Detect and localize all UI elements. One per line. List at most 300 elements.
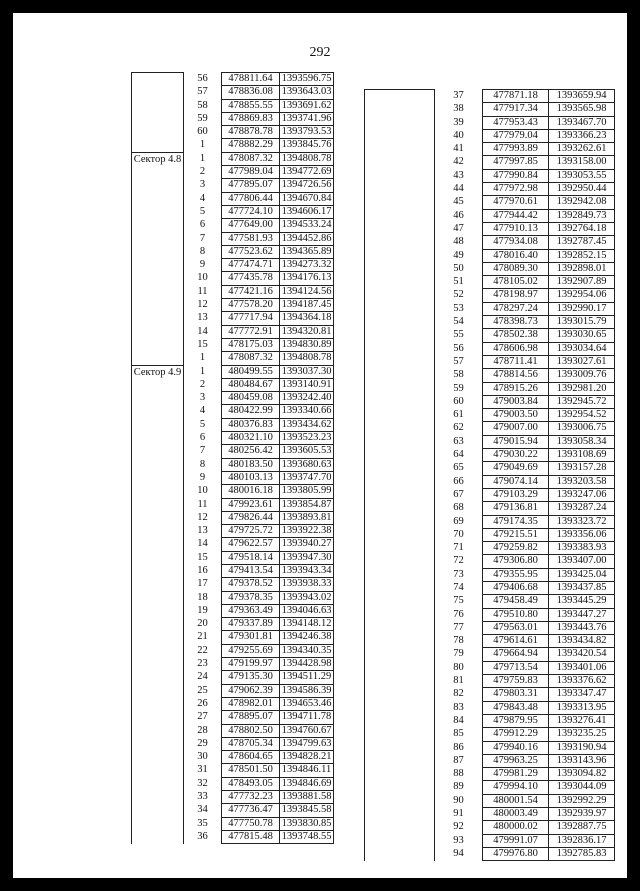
x-coordinate-cell: 479622.57 (222, 538, 280, 551)
x-coordinate-cell: 480103.13 (222, 471, 280, 484)
x-coordinate-cell: 479826.44 (222, 511, 280, 524)
point-number-cell: 87 (435, 754, 483, 767)
x-coordinate-cell: 479049.69 (483, 462, 549, 475)
x-coordinate-cell: 477649.00 (222, 219, 280, 232)
y-coordinate-cell: 1394320.81 (280, 325, 334, 338)
y-coordinate-cell: 1393034.64 (549, 342, 615, 355)
point-number-cell: 6 (184, 432, 222, 445)
x-coordinate-cell: 479725.72 (222, 525, 280, 538)
x-coordinate-cell: 479991.07 (483, 834, 549, 847)
x-coordinate-cell: 477724.10 (222, 205, 280, 218)
point-number-cell: 21 (184, 631, 222, 644)
point-number-cell: 73 (435, 568, 483, 581)
y-coordinate-cell: 1393203.58 (549, 475, 615, 488)
x-coordinate-cell: 477970.61 (483, 196, 549, 209)
x-coordinate-cell: 479912.29 (483, 728, 549, 741)
x-coordinate-cell: 479923.61 (222, 498, 280, 511)
point-number-cell: 86 (435, 741, 483, 754)
y-coordinate-cell: 1392981.20 (549, 382, 615, 395)
point-number-cell: 51 (435, 276, 483, 289)
x-coordinate-cell: 479015.94 (483, 435, 549, 448)
y-coordinate-cell: 1393434.82 (549, 635, 615, 648)
y-coordinate-cell: 1394176.13 (280, 272, 334, 285)
y-coordinate-cell: 1393445.29 (549, 595, 615, 608)
point-number-cell: 74 (435, 581, 483, 594)
point-number-cell: 69 (435, 515, 483, 528)
y-coordinate-cell: 1392992.29 (549, 794, 615, 807)
y-coordinate-cell: 1393643.03 (280, 86, 334, 99)
y-coordinate-cell: 1393009.76 (549, 369, 615, 382)
y-coordinate-cell: 1394187.45 (280, 299, 334, 312)
y-coordinate-cell: 1392939.97 (549, 808, 615, 821)
y-coordinate-cell: 1393053.55 (549, 169, 615, 182)
y-coordinate-cell: 1393425.04 (549, 568, 615, 581)
y-coordinate-cell: 1393881.58 (280, 791, 334, 804)
point-number-cell: 10 (184, 272, 222, 285)
sector-cell (132, 73, 184, 153)
point-number-cell: 57 (435, 355, 483, 368)
point-number-cell: 1 (184, 352, 222, 365)
x-coordinate-cell: 477578.20 (222, 299, 280, 312)
point-number-cell: 79 (435, 648, 483, 661)
x-coordinate-cell: 478814.56 (483, 369, 549, 382)
x-coordinate-cell: 479406.68 (483, 581, 549, 594)
point-number-cell: 67 (435, 488, 483, 501)
x-coordinate-cell: 480376.83 (222, 418, 280, 431)
y-coordinate-cell: 1393158.00 (549, 156, 615, 169)
x-coordinate-cell: 480183.50 (222, 458, 280, 471)
point-number-cell: 32 (184, 777, 222, 790)
y-coordinate-cell: 1393247.06 (549, 488, 615, 501)
y-coordinate-cell: 1392942.08 (549, 196, 615, 209)
y-coordinate-cell: 1393793.53 (280, 126, 334, 139)
sector-label (365, 90, 434, 91)
y-coordinate-cell: 1392785.83 (549, 847, 615, 860)
x-coordinate-cell: 477989.04 (222, 166, 280, 179)
y-coordinate-cell: 1393523.23 (280, 432, 334, 445)
point-number-cell: 7 (184, 445, 222, 458)
x-coordinate-cell: 480016.18 (222, 485, 280, 498)
y-coordinate-cell: 1393262.61 (549, 143, 615, 156)
y-coordinate-cell: 1393323.72 (549, 515, 615, 528)
sector-cell (132, 365, 184, 844)
point-number-cell: 27 (184, 711, 222, 724)
point-number-cell: 57 (184, 86, 222, 99)
x-coordinate-cell: 477917.34 (483, 103, 549, 116)
x-coordinate-cell: 477972.98 (483, 183, 549, 196)
x-coordinate-cell: 477581.93 (222, 232, 280, 245)
point-number-cell: 44 (435, 183, 483, 196)
point-number-cell: 58 (184, 99, 222, 112)
x-coordinate-cell: 480422.99 (222, 405, 280, 418)
point-number-cell: 48 (435, 236, 483, 249)
y-coordinate-cell: 1394760.67 (280, 724, 334, 737)
point-number-cell: 45 (435, 196, 483, 209)
point-number-cell: 38 (435, 103, 483, 116)
y-coordinate-cell: 1393376.62 (549, 675, 615, 688)
point-number-cell: 35 (184, 817, 222, 830)
x-coordinate-cell: 479981.29 (483, 768, 549, 781)
x-coordinate-cell: 479879.95 (483, 714, 549, 727)
y-coordinate-cell: 1394586.39 (280, 684, 334, 697)
point-number-cell: 53 (435, 302, 483, 315)
y-coordinate-cell: 1393356.06 (549, 528, 615, 541)
point-number-cell: 36 (184, 830, 222, 843)
point-number-cell: 60 (435, 395, 483, 408)
point-number-cell: 58 (435, 369, 483, 382)
x-coordinate-cell: 479337.89 (222, 618, 280, 631)
point-number-cell: 28 (184, 724, 222, 737)
x-coordinate-cell: 478175.03 (222, 338, 280, 351)
x-coordinate-cell: 479963.25 (483, 754, 549, 767)
point-number-cell: 59 (184, 112, 222, 125)
y-coordinate-cell: 1393027.61 (549, 355, 615, 368)
point-number-cell: 66 (435, 475, 483, 488)
x-coordinate-cell: 479135.30 (222, 671, 280, 684)
y-coordinate-cell: 1394124.56 (280, 285, 334, 298)
y-coordinate-cell: 1393947.30 (280, 551, 334, 564)
y-coordinate-cell: 1393437.85 (549, 581, 615, 594)
point-number-cell: 12 (184, 299, 222, 312)
y-coordinate-cell: 1393276.41 (549, 714, 615, 727)
point-number-cell: 25 (184, 684, 222, 697)
point-number-cell: 42 (435, 156, 483, 169)
x-coordinate-cell: 477934.08 (483, 236, 549, 249)
coordinates-table-right-body (365, 90, 615, 861)
point-number-cell: 62 (435, 422, 483, 435)
point-number-cell: 88 (435, 768, 483, 781)
y-coordinate-cell: 1394046.63 (280, 604, 334, 617)
point-number-cell: 4 (184, 405, 222, 418)
y-coordinate-cell: 1394799.63 (280, 737, 334, 750)
x-coordinate-cell: 478869.83 (222, 112, 280, 125)
point-number-cell: 93 (435, 834, 483, 847)
y-coordinate-cell: 1393366.23 (549, 129, 615, 142)
y-coordinate-cell: 1393596.75 (280, 73, 334, 86)
y-coordinate-cell: 1393006.75 (549, 422, 615, 435)
point-number-cell: 47 (435, 222, 483, 235)
x-coordinate-cell: 478982.01 (222, 697, 280, 710)
point-number-cell: 65 (435, 462, 483, 475)
x-coordinate-cell: 478705.34 (222, 737, 280, 750)
y-coordinate-cell: 1394846.69 (280, 777, 334, 790)
y-coordinate-cell: 1394606.17 (280, 205, 334, 218)
point-number-cell: 60 (184, 126, 222, 139)
y-coordinate-cell: 1393605.53 (280, 445, 334, 458)
point-number-cell: 54 (435, 316, 483, 329)
point-number-cell: 59 (435, 382, 483, 395)
x-coordinate-cell: 479614.61 (483, 635, 549, 648)
x-coordinate-cell: 479413.54 (222, 564, 280, 577)
x-coordinate-cell: 478895.07 (222, 711, 280, 724)
x-coordinate-cell: 478604.65 (222, 751, 280, 764)
y-coordinate-cell: 1393680.63 (280, 458, 334, 471)
x-coordinate-cell: 479378.52 (222, 578, 280, 591)
y-coordinate-cell: 1393565.98 (549, 103, 615, 116)
y-coordinate-cell: 1392849.73 (549, 209, 615, 222)
y-coordinate-cell: 1394533.24 (280, 219, 334, 232)
point-number-cell: 8 (184, 458, 222, 471)
table-row (132, 73, 334, 86)
x-coordinate-cell: 479030.22 (483, 449, 549, 462)
point-number-cell: 6 (184, 219, 222, 232)
point-number-cell: 5 (184, 205, 222, 218)
x-coordinate-cell: 479255.69 (222, 644, 280, 657)
point-number-cell: 72 (435, 555, 483, 568)
point-number-cell: 34 (184, 804, 222, 817)
point-number-cell: 16 (184, 564, 222, 577)
y-coordinate-cell: 1392852.15 (549, 249, 615, 262)
point-number-cell: 17 (184, 578, 222, 591)
x-coordinate-cell: 479103.29 (483, 488, 549, 501)
table-row (365, 90, 615, 103)
point-number-cell: 56 (435, 342, 483, 355)
point-number-cell: 39 (435, 116, 483, 129)
point-number-cell: 10 (184, 485, 222, 498)
point-number-cell: 3 (184, 179, 222, 192)
point-number-cell: 15 (184, 551, 222, 564)
x-coordinate-cell: 479664.94 (483, 648, 549, 661)
point-number-cell: 1 (184, 139, 222, 152)
point-number-cell: 2 (184, 166, 222, 179)
x-coordinate-cell: 480321.10 (222, 432, 280, 445)
y-coordinate-cell: 1394340.35 (280, 644, 334, 657)
point-number-cell: 23 (184, 658, 222, 671)
point-number-cell: 85 (435, 728, 483, 741)
point-number-cell: 31 (184, 764, 222, 777)
point-number-cell: 40 (435, 129, 483, 142)
x-coordinate-cell: 480499.55 (222, 365, 280, 378)
point-number-cell: 20 (184, 618, 222, 631)
point-number-cell: 41 (435, 143, 483, 156)
point-number-cell: 11 (184, 498, 222, 511)
y-coordinate-cell: 1393383.93 (549, 542, 615, 555)
y-coordinate-cell: 1393044.09 (549, 781, 615, 794)
y-coordinate-cell: 1394808.78 (280, 352, 334, 365)
x-coordinate-cell: 478836.08 (222, 86, 280, 99)
x-coordinate-cell: 480459.08 (222, 392, 280, 405)
sector-label (132, 73, 183, 74)
x-coordinate-cell: 479355.95 (483, 568, 549, 581)
y-coordinate-cell: 1393190.94 (549, 741, 615, 754)
x-coordinate-cell: 478493.05 (222, 777, 280, 790)
y-coordinate-cell: 1393058.34 (549, 435, 615, 448)
point-number-cell: 18 (184, 591, 222, 604)
point-number-cell: 33 (184, 791, 222, 804)
x-coordinate-cell: 479259.82 (483, 542, 549, 555)
y-coordinate-cell: 1394846.11 (280, 764, 334, 777)
point-number-cell: 14 (184, 325, 222, 338)
x-coordinate-cell: 477993.89 (483, 143, 549, 156)
point-number-cell: 29 (184, 737, 222, 750)
y-coordinate-cell: 1393037.30 (280, 365, 334, 378)
x-coordinate-cell: 477421.16 (222, 285, 280, 298)
y-coordinate-cell: 1392950.44 (549, 183, 615, 196)
x-coordinate-cell: 479976.80 (483, 847, 549, 860)
y-coordinate-cell: 1393845.76 (280, 139, 334, 152)
y-coordinate-cell: 1393747.70 (280, 471, 334, 484)
x-coordinate-cell: 479510.80 (483, 608, 549, 621)
point-number-cell: 13 (184, 525, 222, 538)
y-coordinate-cell: 1393140.91 (280, 378, 334, 391)
point-number-cell: 1 (184, 152, 222, 165)
point-number-cell: 37 (435, 90, 483, 103)
point-number-cell: 75 (435, 595, 483, 608)
y-coordinate-cell: 1393287.24 (549, 502, 615, 515)
y-coordinate-cell: 1393157.28 (549, 462, 615, 475)
coordinates-table-left-body (132, 73, 334, 844)
point-number-cell: 91 (435, 808, 483, 821)
y-coordinate-cell: 1393845.58 (280, 804, 334, 817)
point-number-cell: 78 (435, 635, 483, 648)
x-coordinate-cell: 478855.55 (222, 99, 280, 112)
y-coordinate-cell: 1394148.12 (280, 618, 334, 631)
y-coordinate-cell: 1392898.01 (549, 262, 615, 275)
y-coordinate-cell: 1393235.25 (549, 728, 615, 741)
y-coordinate-cell: 1393434.62 (280, 418, 334, 431)
point-number-cell: 84 (435, 714, 483, 727)
point-number-cell: 4 (184, 192, 222, 205)
y-coordinate-cell: 1392945.72 (549, 395, 615, 408)
point-number-cell: 3 (184, 392, 222, 405)
sector-label: Сектор 4.9 (133, 366, 182, 378)
x-coordinate-cell: 479215.51 (483, 528, 549, 541)
x-coordinate-cell: 479458.49 (483, 595, 549, 608)
y-coordinate-cell: 1394653.46 (280, 697, 334, 710)
y-coordinate-cell: 1393015.79 (549, 316, 615, 329)
x-coordinate-cell: 479518.14 (222, 551, 280, 564)
x-coordinate-cell: 479136.81 (483, 502, 549, 515)
point-number-cell: 24 (184, 671, 222, 684)
y-coordinate-cell: 1394428.98 (280, 658, 334, 671)
x-coordinate-cell: 477895.07 (222, 179, 280, 192)
point-number-cell: 50 (435, 262, 483, 275)
x-coordinate-cell: 479062.39 (222, 684, 280, 697)
y-coordinate-cell: 1394726.56 (280, 179, 334, 192)
y-coordinate-cell: 1393893.81 (280, 511, 334, 524)
point-number-cell: 80 (435, 661, 483, 674)
x-coordinate-cell: 477997.85 (483, 156, 549, 169)
y-coordinate-cell: 1393401.06 (549, 661, 615, 674)
point-number-cell: 15 (184, 338, 222, 351)
y-coordinate-cell: 1393467.70 (549, 116, 615, 129)
y-coordinate-cell: 1393741.96 (280, 112, 334, 125)
point-number-cell: 61 (435, 409, 483, 422)
sector-label: Сектор 4.8 (133, 153, 182, 165)
x-coordinate-cell: 479803.31 (483, 688, 549, 701)
y-coordinate-cell: 1393943.34 (280, 564, 334, 577)
point-number-cell: 94 (435, 847, 483, 860)
y-coordinate-cell: 1392787.45 (549, 236, 615, 249)
y-coordinate-cell: 1394828.21 (280, 751, 334, 764)
point-number-cell: 19 (184, 604, 222, 617)
y-coordinate-cell: 1393407.00 (549, 555, 615, 568)
x-coordinate-cell: 478502.38 (483, 329, 549, 342)
point-number-cell: 8 (184, 245, 222, 258)
y-coordinate-cell: 1393094.82 (549, 768, 615, 781)
x-coordinate-cell: 478606.98 (483, 342, 549, 355)
x-coordinate-cell: 477772.91 (222, 325, 280, 338)
x-coordinate-cell: 478105.02 (483, 276, 549, 289)
y-coordinate-cell: 1394511.29 (280, 671, 334, 684)
coordinates-table-right (364, 89, 615, 861)
x-coordinate-cell: 479074.14 (483, 475, 549, 488)
y-coordinate-cell: 1394365.89 (280, 245, 334, 258)
x-coordinate-cell: 479759.83 (483, 675, 549, 688)
y-coordinate-cell: 1393030.65 (549, 329, 615, 342)
point-number-cell: 56 (184, 73, 222, 86)
x-coordinate-cell: 478811.64 (222, 73, 280, 86)
point-number-cell: 82 (435, 688, 483, 701)
x-coordinate-cell: 479003.84 (483, 395, 549, 408)
point-number-cell: 68 (435, 502, 483, 515)
document-page (13, 13, 627, 878)
x-coordinate-cell: 480484.67 (222, 378, 280, 391)
y-coordinate-cell: 1393940.27 (280, 538, 334, 551)
y-coordinate-cell: 1393830.85 (280, 817, 334, 830)
point-number-cell: 76 (435, 608, 483, 621)
point-number-cell: 92 (435, 821, 483, 834)
y-coordinate-cell: 1393143.96 (549, 754, 615, 767)
x-coordinate-cell: 479843.48 (483, 701, 549, 714)
y-coordinate-cell: 1393805.99 (280, 485, 334, 498)
x-coordinate-cell: 478882.29 (222, 139, 280, 152)
x-coordinate-cell: 479003.50 (483, 409, 549, 422)
point-number-cell: 46 (435, 209, 483, 222)
x-coordinate-cell: 477732.23 (222, 791, 280, 804)
point-number-cell: 5 (184, 418, 222, 431)
y-coordinate-cell: 1393347.47 (549, 688, 615, 701)
x-coordinate-cell: 478878.78 (222, 126, 280, 139)
x-coordinate-cell: 479306.80 (483, 555, 549, 568)
y-coordinate-cell: 1394830.89 (280, 338, 334, 351)
y-coordinate-cell: 1394670.84 (280, 192, 334, 205)
x-coordinate-cell: 479301.81 (222, 631, 280, 644)
x-coordinate-cell: 477523.62 (222, 245, 280, 258)
y-coordinate-cell: 1393943.02 (280, 591, 334, 604)
x-coordinate-cell: 478198.97 (483, 289, 549, 302)
y-coordinate-cell: 1394364.18 (280, 312, 334, 325)
point-number-cell: 77 (435, 621, 483, 634)
y-coordinate-cell: 1393691.62 (280, 99, 334, 112)
y-coordinate-cell: 1392836.17 (549, 834, 615, 847)
y-coordinate-cell: 1392954.06 (549, 289, 615, 302)
x-coordinate-cell: 480001.54 (483, 794, 549, 807)
x-coordinate-cell: 478915.26 (483, 382, 549, 395)
y-coordinate-cell: 1393108.69 (549, 449, 615, 462)
point-number-cell: 55 (435, 329, 483, 342)
x-coordinate-cell: 479007.00 (483, 422, 549, 435)
x-coordinate-cell: 478087.32 (222, 152, 280, 165)
y-coordinate-cell: 1392954.52 (549, 409, 615, 422)
y-coordinate-cell: 1393340.66 (280, 405, 334, 418)
x-coordinate-cell: 477474.71 (222, 259, 280, 272)
y-coordinate-cell: 1394808.78 (280, 152, 334, 165)
x-coordinate-cell: 479713.54 (483, 661, 549, 674)
x-coordinate-cell: 477990.84 (483, 169, 549, 182)
point-number-cell: 1 (184, 365, 222, 378)
x-coordinate-cell: 480256.42 (222, 445, 280, 458)
x-coordinate-cell: 477815.48 (222, 830, 280, 843)
point-number-cell: 81 (435, 675, 483, 688)
point-number-cell: 70 (435, 528, 483, 541)
point-number-cell: 22 (184, 644, 222, 657)
table-row (132, 365, 334, 378)
x-coordinate-cell: 477435.78 (222, 272, 280, 285)
x-coordinate-cell: 477750.78 (222, 817, 280, 830)
table-row (132, 152, 334, 165)
y-coordinate-cell: 1393922.38 (280, 525, 334, 538)
